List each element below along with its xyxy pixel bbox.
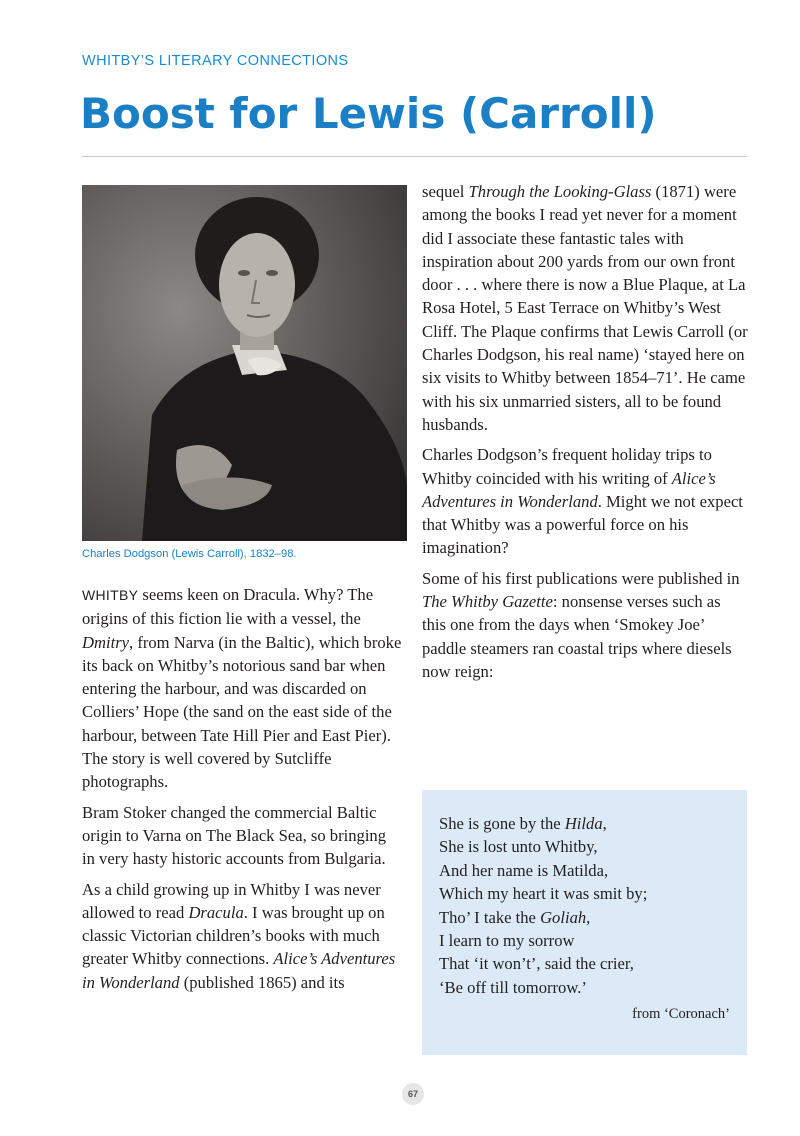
text-run: sequel <box>422 182 469 201</box>
section-label: WHITBY’S LITERARY CONNECTIONS <box>82 53 349 69</box>
text-run: As a child growing up in Whitby I was never allowed to read <box>82 879 381 922</box>
text-run: (published 1865) and its <box>179 972 345 992</box>
publication-title: The Whitby Gazette <box>422 592 553 612</box>
paragraph <box>422 567 748 683</box>
poem-box <box>422 790 747 1055</box>
text-run: Charles Dodgson’s frequent holiday trips to Whitby coincided with his writing of <box>422 445 712 488</box>
text-run: . I was brought up on classic Victorian children’s books with much greater Whitby connections. <box>82 902 385 969</box>
ship-name: Hilda <box>564 814 603 833</box>
book-title: Dracula <box>188 902 244 922</box>
poem-line: She is lost unto Whitby, <box>439 837 598 857</box>
ship-name: Dmitry <box>82 632 130 652</box>
right-column <box>422 180 748 690</box>
paragraph <box>422 443 748 559</box>
text-run: : nonsense verses such as this one from the days when ‘Smokey Joe’ paddle steamers ran coastal trips where diesels now reign: <box>422 592 732 681</box>
poem-line: I learn to my sorrow <box>439 931 575 951</box>
photo-caption: Charles Dodgson (Lewis Carroll), 1832–98. <box>82 548 297 560</box>
paragraph: Bram Stoker changed the commercial Baltic origin to Varna on The Black Sea, so bringing in very hasty historic accounts from Bulgaria. <box>82 802 387 869</box>
paragraph <box>82 878 402 994</box>
page-number: 67 <box>402 1083 424 1105</box>
paragraph <box>82 583 402 794</box>
text-run: (1871) were among the books I read yet never for a moment did I associate these fantastic tales with inspiration about 200 yards from our own front door . . . where there is now a Blue Plaque, at La Rosa Hotel, 5 East Terrace on Whitby’s West Cliff. The Plaque confirms that Lewis Carroll (or Charles Dodgson, his real name) ‘stayed here on six visits to Whitby between 1854–71’. He came with his six unmarried sisters, all to be found husbands. <box>422 182 748 434</box>
poem-line: She is gone by the Hilda, <box>439 814 607 833</box>
page-title: Boost for Lewis (Carroll) <box>80 89 657 138</box>
text-run: . Might we not expect that Whitby was a powerful force on his imagination? <box>422 491 743 558</box>
poem-line: And her name is Matilda, <box>439 860 609 880</box>
poem-line: Tho’ I take the Goliah, <box>439 907 591 927</box>
text-run: seems keen on Dracula. Why? The origins of this fiction lie with a vessel, the <box>82 585 374 629</box>
portrait-photo-icon <box>82 185 407 541</box>
ship-name: Goliah <box>540 907 587 927</box>
poem-line: Which my heart it was smit by; <box>439 884 648 904</box>
poem <box>439 812 647 999</box>
text-run: , from Narva (in the Baltic), which broke its back on Whitby’s notorious sand bar when entering the harbour, and was discarded on Colliers’ Hope (the sand on the east side of the harbour, between Tate Hill Pier and East Pier). The story is well covered by Sutcliffe photographs. <box>82 632 402 792</box>
title-divider <box>82 156 747 157</box>
paragraph <box>422 180 748 436</box>
book-title: Through the Looking-Glass <box>468 182 652 201</box>
poem-line: ‘Be off till tomorrow.’ <box>439 977 587 997</box>
lead-word: WHITBY <box>82 587 139 603</box>
poem-line: That ‘it won’t’, said the crier, <box>439 954 634 974</box>
text-run: Some of his first publications were published in <box>422 568 740 588</box>
book-title: Alice’s Adventures in Wonderland <box>82 949 396 992</box>
portrait-photo <box>82 185 407 541</box>
book-title: Alice’s Adventures in Wonderland <box>422 468 716 511</box>
poem-attribution: from ‘Coronach’ <box>632 1006 730 1022</box>
left-column <box>82 583 402 1001</box>
